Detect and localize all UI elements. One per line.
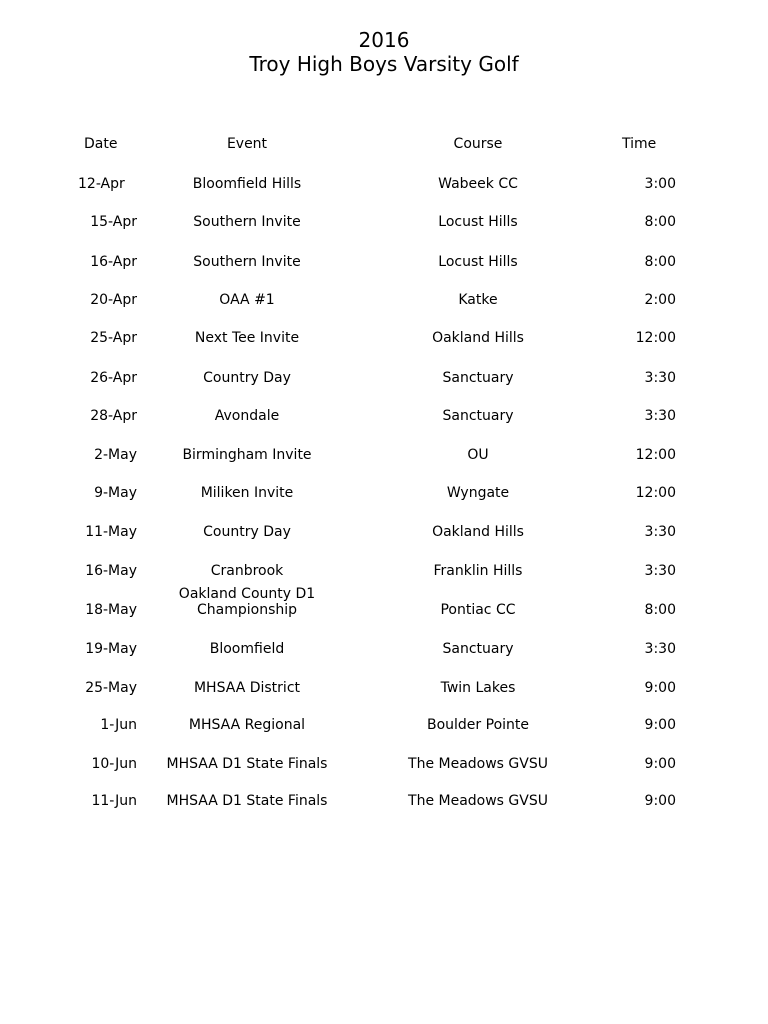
row-course: Wabeek CC [438,176,518,192]
row-event: Cranbrook [210,563,284,579]
row-event: Birmingham Invite [182,447,312,463]
row-time: 12:00 [635,330,676,346]
row-date: 20-Apr [90,292,137,308]
row-date: 28-Apr [90,408,137,424]
row-course: Franklin Hills [433,563,523,579]
row-event: Bloomfield [209,641,285,657]
row-course: Sanctuary [442,370,514,386]
row-event-line1: Oakland County D1 [178,586,316,602]
row-date: 25-Apr [90,330,137,346]
row-event: Southern Invite [193,254,301,270]
row-time: 8:00 [644,214,676,230]
row-date: 26-Apr [90,370,137,386]
row-course: Twin Lakes [440,680,516,696]
row-time: 8:00 [644,602,676,618]
row-date: 16-Apr [90,254,137,270]
row-time: 12:00 [635,485,676,501]
row-event: Bloomfield Hills [192,176,302,192]
row-time: 2:00 [644,292,676,308]
row-course: Sanctuary [442,641,514,657]
row-date: 2-May [94,447,137,463]
row-time: 3:00 [644,176,676,192]
row-course: Wyngate [446,485,510,501]
row-event: Southern Invite [193,214,301,230]
row-time: 3:30 [644,370,676,386]
row-event: OAA #1 [219,292,275,308]
row-course: Sanctuary [442,408,514,424]
row-course: Boulder Pointe [426,717,529,733]
row-event: Miliken Invite [200,485,294,501]
row-date: 11-May [85,524,137,540]
row-time: 12:00 [635,447,676,463]
row-event: MHSAA D1 State Finals [166,756,328,772]
row-date: 25-May [85,680,137,696]
row-date: 11-Jun [91,793,137,809]
row-course: OU [467,447,489,463]
row-event: Avondale [214,408,280,424]
row-date: 16-May [85,563,137,579]
row-time: 9:00 [644,756,676,772]
row-event-line2: Championship [196,602,298,618]
row-event: Country Day [203,524,291,540]
row-course: Katke [458,292,498,308]
row-date: 18-May [85,602,137,618]
row-event: Next Tee Invite [194,330,300,346]
row-course: Oakland Hills [432,330,524,346]
header-event: Event [226,136,268,152]
row-time: 3:30 [644,408,676,424]
row-date: 10-Jun [91,756,137,772]
row-time: 9:00 [644,793,676,809]
header-course: Course [453,136,503,152]
row-time: 3:30 [644,641,676,657]
page-title-team: Troy High Boys Varsity Golf [249,52,519,76]
row-time: 9:00 [644,680,676,696]
row-date: 15-Apr [90,214,137,230]
row-time: 9:00 [644,717,676,733]
row-date: 1-Jun [100,717,137,733]
row-event: MHSAA Regional [188,717,306,733]
row-time: 3:30 [644,524,676,540]
header-date: Date [84,136,118,152]
row-course: The Meadows GVSU [408,793,548,809]
header-time: Time [622,136,657,152]
row-date: 12-Apr [78,176,125,192]
row-date: 9-May [94,485,137,501]
row-course: Oakland Hills [432,524,524,540]
row-event: Country Day [203,370,291,386]
row-course: The Meadows GVSU [408,756,548,772]
row-time: 8:00 [644,254,676,270]
row-time: 3:30 [644,563,676,579]
row-event: MHSAA District [193,680,301,696]
page-title-year: 2016 [358,28,410,52]
row-event: MHSAA D1 State Finals [166,793,328,809]
row-course: Pontiac CC [440,602,516,618]
row-date: 19-May [85,641,137,657]
row-course: Locust Hills [438,254,518,270]
row-course: Locust Hills [438,214,518,230]
